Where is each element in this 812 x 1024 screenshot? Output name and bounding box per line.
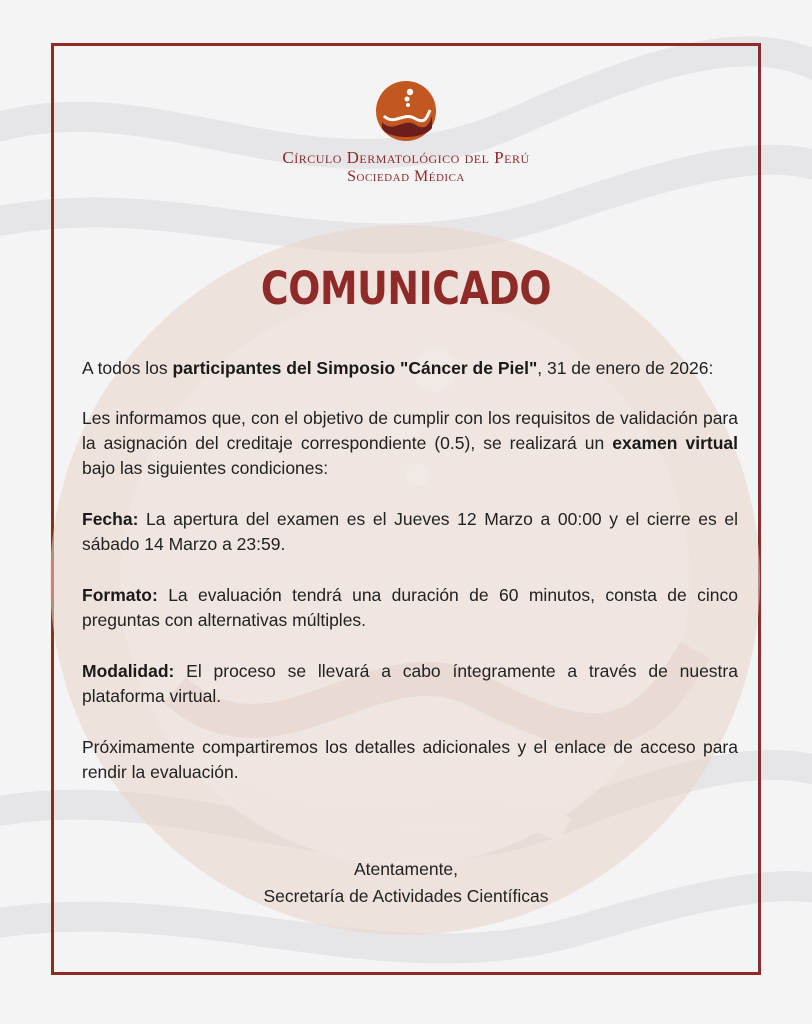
- dermatology-logo-icon: [374, 80, 438, 142]
- condition-modality: Modalidad: El proceso se llevará a cabo íntegramente a través de nuestra plataforma virtual.: [82, 661, 738, 706]
- condition-format: Formato: La evaluación tendrá una duración de 60 minutos, consta de cinco preguntas con alternativas múltiples.: [82, 585, 738, 630]
- logo-block: [0, 80, 812, 186]
- info-paragraph: Les informamos que, con el objetivo de cumplir con los requisitos de validación para la asignación del creditaje correspondiente (0.5), se realizará un examen virtual bajo las siguientes condiciones:: [82, 408, 738, 478]
- page-title: COMUNICADO: [260, 262, 552, 315]
- organization-name: Círculo Dermatológico del Perú: [282, 148, 530, 167]
- document-body: [82, 356, 738, 785]
- closing-paragraph: Próximamente compartiremos los detalles adicionales y el enlace de acceso para rendir la evaluación.: [82, 737, 738, 782]
- intro-paragraph: A todos los participantes del Simposio "Cáncer de Piel", 31 de enero de 2026:: [82, 358, 714, 378]
- signature-greeting: Atentamente,: [353, 859, 459, 879]
- signature-department: Secretaría de Actividades Científicas: [263, 886, 549, 906]
- intro-bold: participantes del Simposio "Cáncer de Piel": [172, 358, 538, 378]
- signature: [0, 856, 812, 910]
- exam-bold: examen virtual: [612, 433, 738, 453]
- condition-date: Fecha: La apertura del examen es el Jueves 12 Marzo a 00:00 y el cierre es el sábado 14 Marzo a 23:59.: [82, 509, 738, 554]
- organization-subtitle: Sociedad Médica: [347, 168, 465, 185]
